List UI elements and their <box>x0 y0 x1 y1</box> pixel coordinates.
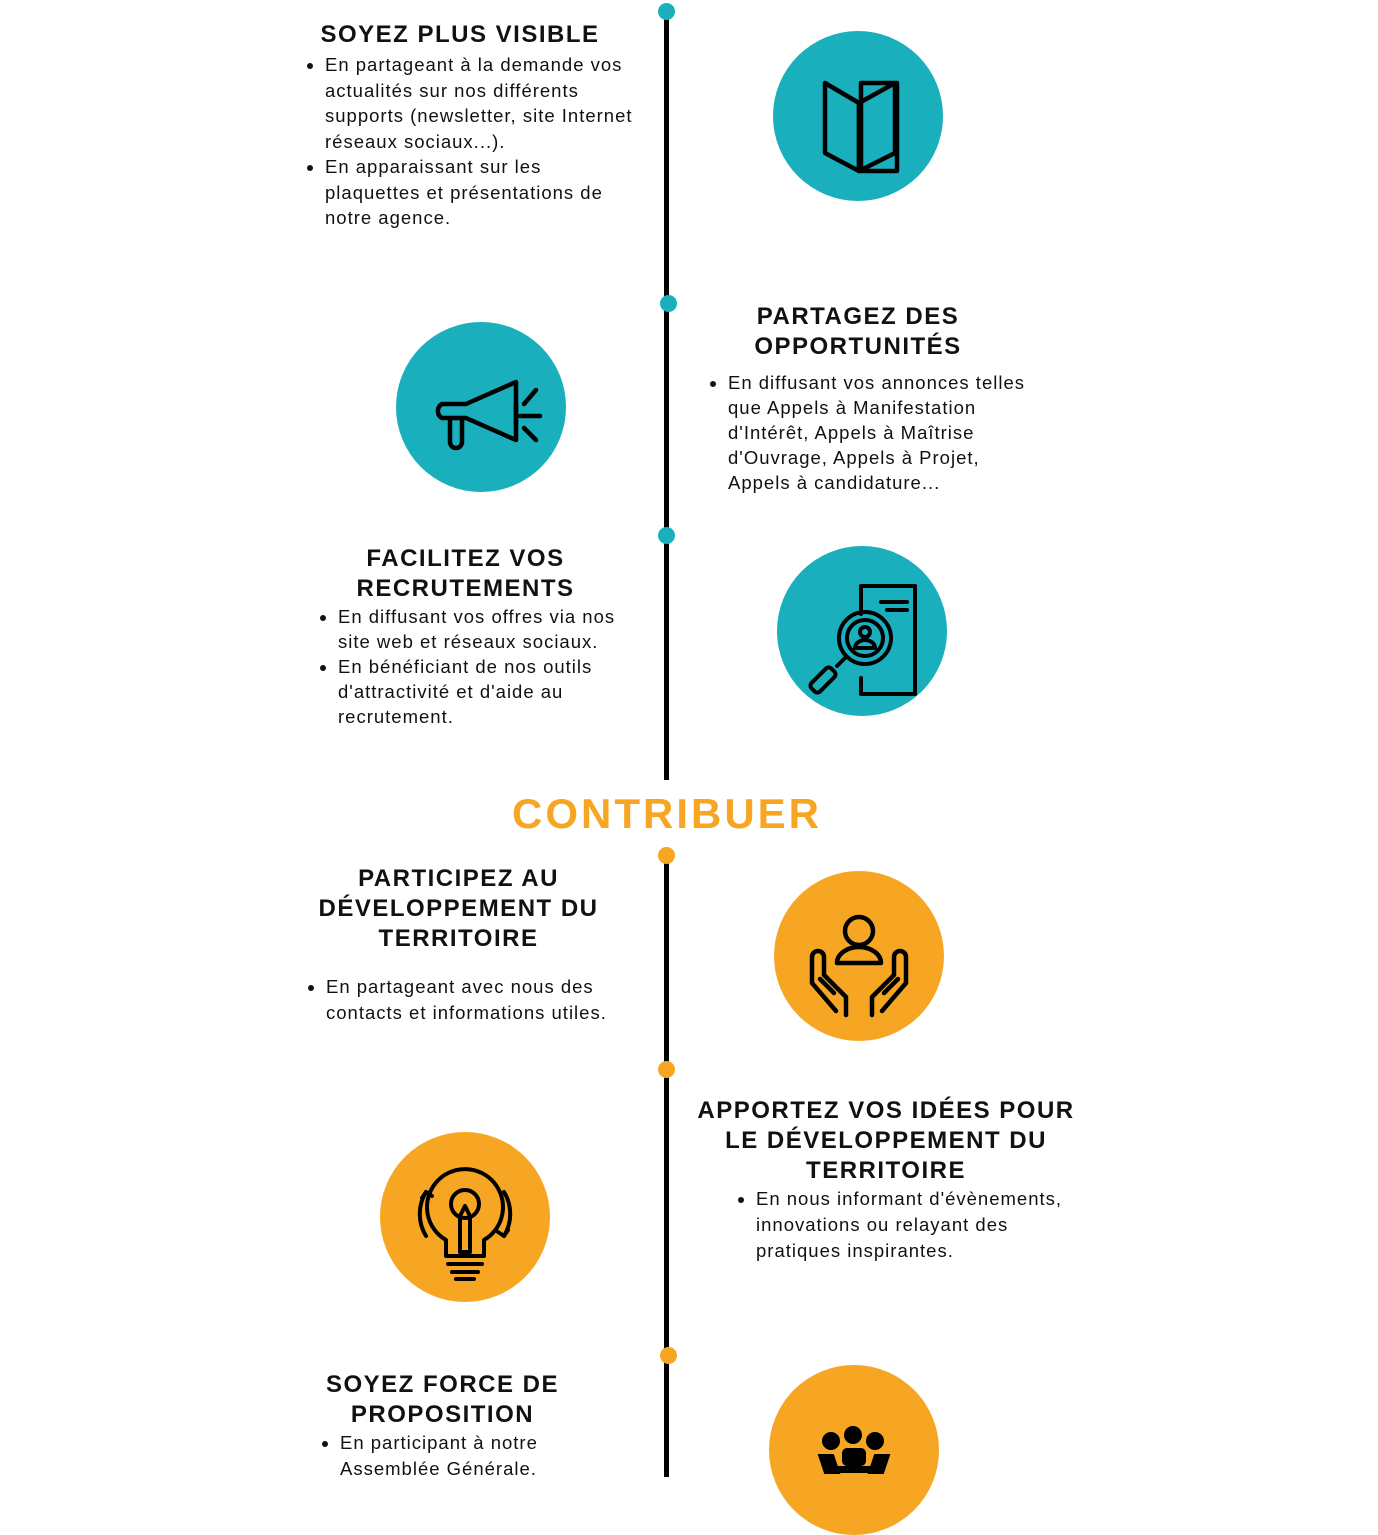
meeting-icon <box>789 1385 919 1515</box>
item-participate <box>306 864 626 1026</box>
recruitment-icon-circle <box>777 546 947 716</box>
lightbulb-idea-icon <box>400 1152 530 1282</box>
timeline-dot <box>658 3 675 20</box>
map-icon-circle <box>773 31 943 201</box>
timeline-dot <box>660 1347 677 1364</box>
recruitment-search-icon <box>797 566 927 696</box>
item-title: FACILITEZ VOS RECRUTEMENTS <box>356 545 575 602</box>
item-bullets <box>318 604 618 729</box>
item-bullets <box>320 1430 570 1482</box>
item-title: SOYEZ PLUS VISIBLE <box>320 21 600 48</box>
list-item: • En bénéficiant de nos outils d'attractivité et d'aide au recrutement. <box>338 654 618 729</box>
timeline-line-bottom <box>664 855 669 1477</box>
map-icon <box>793 51 923 181</box>
item-ideas <box>690 1096 1080 1264</box>
item-bullets <box>306 974 626 1026</box>
lightbulb-icon-circle <box>380 1132 550 1302</box>
item-bullets <box>708 370 1028 495</box>
megaphone-icon-circle <box>396 322 566 492</box>
item-opportunities <box>708 302 1028 495</box>
list-item: • En partageant à la demande vos actualités sur nos différents supports (newsletter, site Internet réseaux sociaux...). <box>325 52 635 154</box>
list-item: • En nous informant d'évènements, innovations ou relayant des pratiques inspirantes. <box>756 1186 1080 1264</box>
item-bullets <box>305 52 635 231</box>
list-item: • En diffusant vos offres via nos site web et réseaux sociaux. <box>338 604 618 654</box>
item-title: APPORTEZ VOS IDÉES POUR LE DÉVELOPPEMENT DU TERRITOIRE <box>697 1097 1075 1184</box>
item-proposal <box>320 1370 570 1482</box>
meeting-icon-circle <box>769 1365 939 1535</box>
item-title: PARTAGEZ DES OPPORTUNITÉS <box>754 303 962 360</box>
list-item: • En diffusant vos annonces telles que Appels à Manifestation d'Intérêt, Appels à Maîtrise d'Ouvrage, Appels à Projet, Appels à candidature... <box>728 370 1028 495</box>
list-item: • En partageant avec nous des contacts et informations utiles. <box>326 974 626 1026</box>
megaphone-icon <box>416 342 546 472</box>
item-title: SOYEZ FORCE DE PROPOSITION <box>325 1371 560 1428</box>
timeline-dot <box>658 1061 675 1078</box>
section-title-contribuer: CONTRIBUER <box>512 790 822 837</box>
hands-icon-circle <box>774 871 944 1041</box>
list-item: • En apparaissant sur les plaquettes et présentations de notre agence. <box>325 154 635 231</box>
item-bullets <box>690 1186 1080 1264</box>
timeline-dot <box>660 295 677 312</box>
timeline-dot <box>658 847 675 864</box>
list-item: • En participant à notre Assemblée Générale. <box>340 1430 570 1482</box>
item-visibility <box>305 20 635 231</box>
hands-person-icon <box>794 891 924 1021</box>
item-title: PARTICIPEZ AU DÉVELOPPEMENT DU TERRITOIRE <box>318 865 599 952</box>
item-recruitment <box>318 544 618 729</box>
timeline-dot <box>658 527 675 544</box>
timeline-line-top <box>664 10 669 780</box>
